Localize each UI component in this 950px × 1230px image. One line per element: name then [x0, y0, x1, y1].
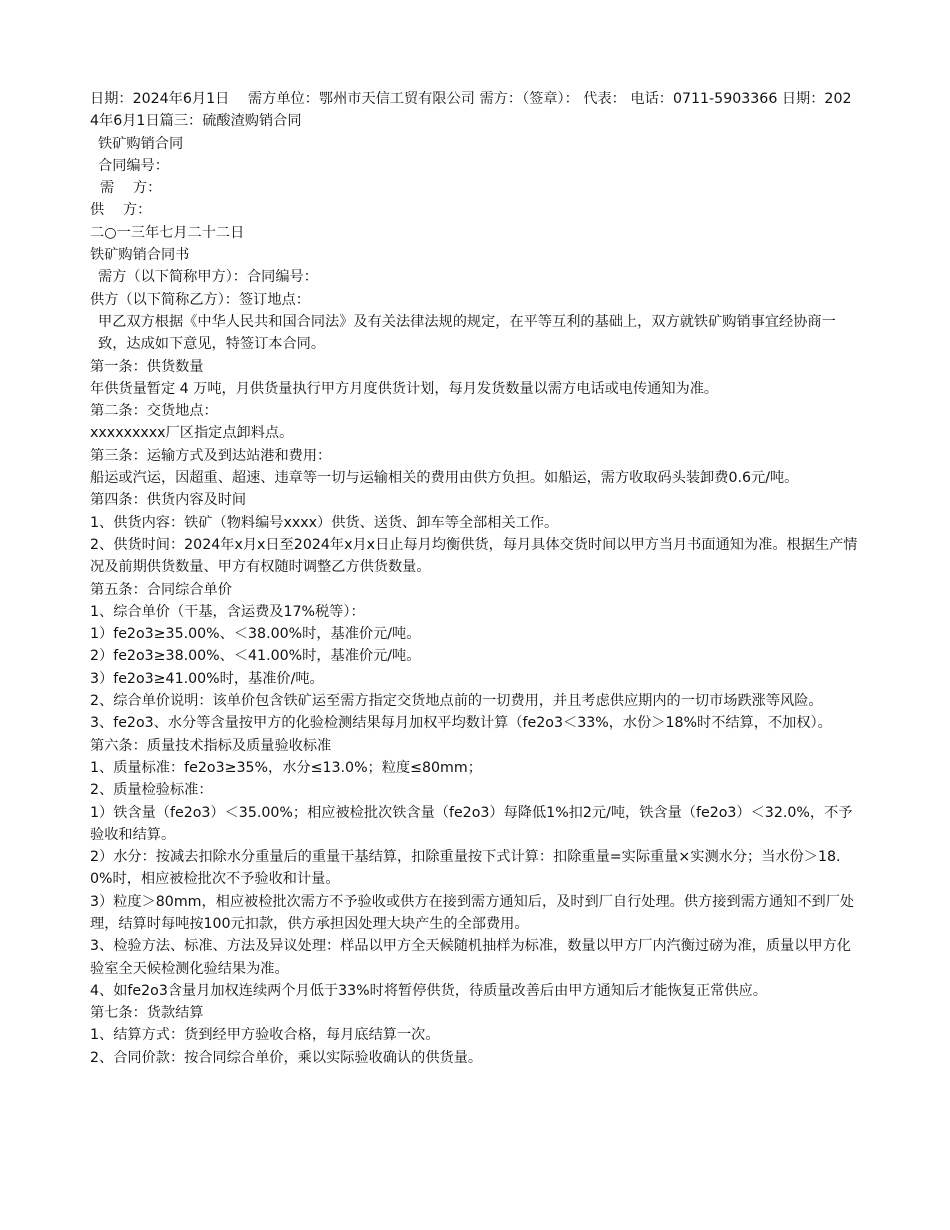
document-paragraph: 3）fe2o3≥41.00%时，基准价/吨。: [90, 670, 324, 687]
document-paragraph: 4、如fe2o3含量月加权连续两个月低于33%时将暂停供货，待质量改善后由甲方通知后才能恢复正常供应。: [90, 982, 767, 999]
document-paragraph: 铁矿购销合同: [98, 135, 184, 152]
contract-document: [90, 88, 860, 1069]
document-paragraph: 需 方：: [100, 180, 162, 197]
document-paragraph: 1）铁含量（fe2o3）＜35.00%；相应被检批次铁含量（fe2o3）每降低1%扣2元/吨，铁含量（fe2o3）＜32.0%，不予验收和结算。: [90, 804, 853, 843]
document-paragraph: 2、供货时间：2024年x月x日至2024年x月x日止每月均衡供货，每月具体交货时间以甲方当月书面通知为准。根据生产情况及前期供货数量、甲方有权随时调整乙方供货数量。: [90, 536, 858, 576]
document-paragraph: 第四条：供货内容及时间: [90, 492, 247, 509]
document-paragraph: 第五条：合同综合单价: [90, 581, 232, 598]
document-paragraph: 日期：2024年6月1日 需方单位：鄂州市天信工贸有限公司 需方：（签章）： 代表： 电话：0711-5903366 日期：2024年6月1日篇三：硫酸渣购销合同: [90, 91, 852, 130]
document-paragraph: 1）fe2o3≥35.00%、＜38.00%时，基准价元/吨。: [90, 626, 421, 643]
document-paragraph: 1、供货内容：铁矿（物料编号xxxx）供货、送货、卸车等全部相关工作。: [90, 514, 559, 531]
document-paragraph: 1、结算方式：货到经甲方验收合格，每月底结算一次。: [90, 1027, 440, 1044]
document-paragraph: 甲乙双方根据《中华人民共和国合同法》及有关法律法规的规定，在平等互利的基础上，双方就铁矿购销事宜经协商一致，达成如下意见，特签订本合同。: [98, 313, 836, 353]
document-paragraph: xxxxxxxxx厂区指定点卸料点。: [90, 425, 294, 442]
document-paragraph: 2、质量检验标准：: [90, 782, 213, 799]
document-paragraph: 第一条：供货数量: [90, 358, 204, 375]
document-paragraph: 船运或汽运，因超重、超速、违章等一切与运输相关的费用由供方负担。如船运，需方收取码头装卸费0.6元/吨。: [90, 470, 799, 487]
document-paragraph: 合同编号：: [98, 157, 169, 174]
document-paragraph: 铁矿购销合同书: [90, 247, 190, 264]
document-paragraph: 2）水分：按减去扣除水分重量后的重量干基结算，扣除重量按下式计算：扣除重量=实际重量×实测水分；当水份＞18.0%时，相应被检批次不予验收和计量。: [90, 849, 841, 888]
document-paragraph: 3）粒度＞80mm，相应被检批次需方不予验收或供方在接到需方通知后，及时到厂自行处理。供方接到需方通知不到厂处理，结算时每吨按100元扣款，供方承担因处理大块产生的全部费用。: [90, 893, 855, 932]
document-paragraph: 年供货量暂定 4 万吨，月供货量执行甲方月度供货计划，每月发货数量以需方电话或电传通知为准。: [90, 380, 719, 397]
document-paragraph: 第七条：货款结算: [90, 1005, 204, 1022]
document-paragraph: 供方（以下简称乙方）：签订地点：: [90, 291, 310, 308]
document-paragraph: 供 方：: [90, 202, 152, 219]
document-paragraph: 第三条：运输方式及到达站港和费用：: [90, 447, 332, 464]
document-paragraph: 2、合同价款：按合同综合单价，乘以实际验收确认的供货量。: [90, 1049, 483, 1066]
document-paragraph: 3、检验方法、标准、方法及异议处理：样品以甲方全天候随机抽样为标准，数量以甲方厂内汽衡过磅为准，质量以甲方化验室全天候检测化验结果为准。: [90, 938, 851, 977]
document-paragraph: 2）fe2o3≥38.00%、＜41.00%时，基准价元/吨。: [90, 648, 421, 665]
document-paragraph: 3、fe2o3、水分等含量按甲方的化验检测结果每月加权平均数计算（fe2o3＜33%，水份＞18%时不结算，不加权）。: [90, 715, 832, 732]
document-paragraph: 第二条：交货地点：: [90, 403, 218, 420]
document-paragraph: 二○一三年七月二十二日: [90, 224, 245, 241]
document-paragraph: 需方（以下简称甲方）：合同编号：: [98, 269, 318, 286]
document-paragraph: 1、综合单价（干基，含运费及17%税等）：: [90, 603, 365, 620]
document-paragraph: 第六条：质量技术指标及质量验收标准: [90, 737, 332, 754]
document-paragraph: 2、综合单价说明：该单价包含铁矿运至需方指定交货地点前的一切费用，并且考虑供应期内的一切市场跌涨等风险。: [90, 693, 823, 710]
document-paragraph: 1、质量标准：fe2o3≥35%，水分≤13.0%；粒度≤80mm；: [90, 759, 482, 776]
